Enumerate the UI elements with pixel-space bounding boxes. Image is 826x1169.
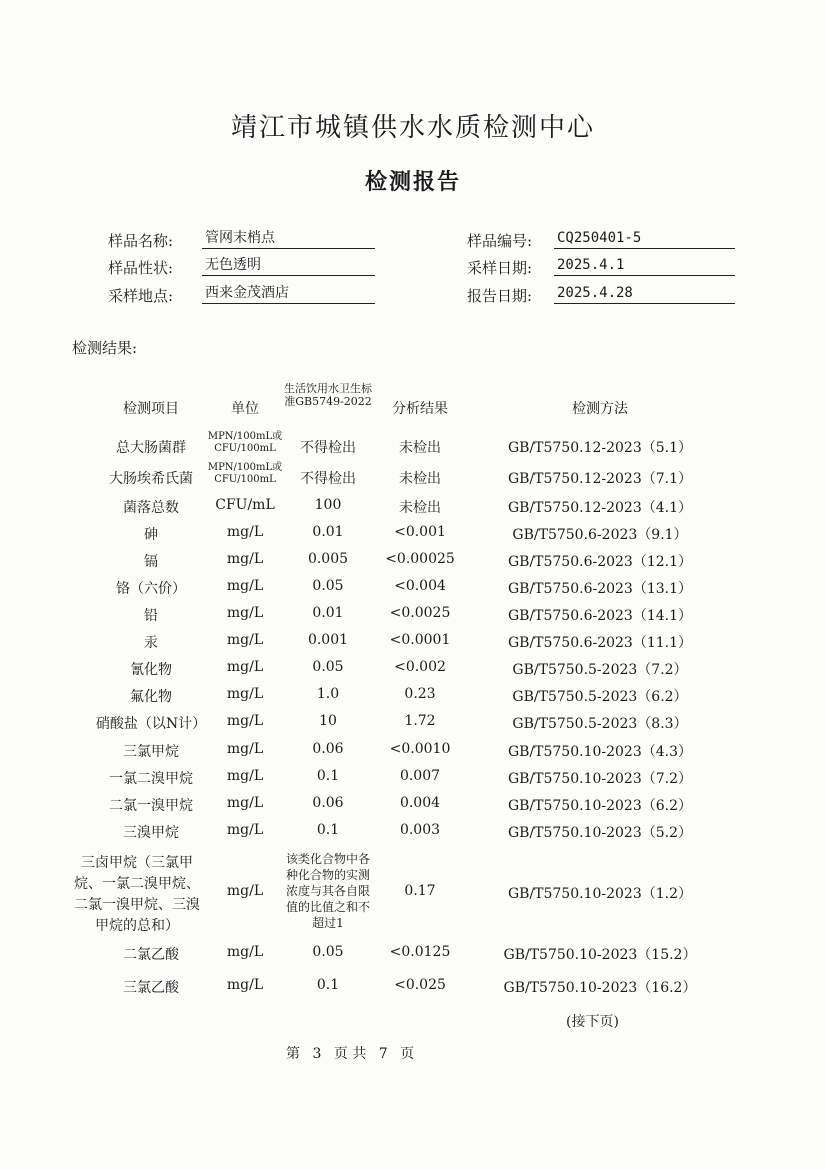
cell-method: GB/T5750.10-2023（4.3） xyxy=(507,744,693,760)
cell-unit: MPN/100mL或CFU/100mL xyxy=(207,462,283,485)
cell-unit: mg/L xyxy=(226,944,264,960)
sample-name-label: 样品名称: xyxy=(108,232,174,250)
cell-method: GB/T5750.6-2023（12.1） xyxy=(507,554,693,570)
cell-unit: mg/L xyxy=(226,883,264,899)
cell-item: 总大肠菌群 xyxy=(116,440,186,456)
cell-standard: 1.0 xyxy=(316,686,340,702)
cell-standard: 不得检出 xyxy=(300,471,356,487)
cell-standard: 0.1 xyxy=(316,822,340,838)
cell-method: GB/T5750.12-2023（5.1） xyxy=(507,440,693,456)
cell-unit: MPN/100mL或CFU/100mL xyxy=(207,431,283,454)
page-indicator xyxy=(286,1043,414,1063)
cell-result: <0.0010 xyxy=(389,741,451,757)
report-title: 检测报告 xyxy=(364,169,461,195)
cell-standard: 0.1 xyxy=(316,768,340,784)
report-date-value: 2025.4.28 xyxy=(554,283,735,304)
cell-method: GB/T5750.5-2023（7.2） xyxy=(512,662,688,678)
cell-standard: 0.05 xyxy=(312,944,344,960)
cell-standard: 10 xyxy=(319,713,337,729)
cell-item: 硝酸盐（以N计） xyxy=(95,716,207,732)
cell-unit: mg/L xyxy=(226,632,264,648)
cell-result: 未检出 xyxy=(399,440,441,456)
header-method: 检测方法 xyxy=(572,401,628,417)
cell-item: 铬（六价） xyxy=(116,581,186,597)
cell-method: GB/T5750.6-2023（11.1） xyxy=(507,635,693,651)
cell-result: 未检出 xyxy=(399,471,441,487)
sample-no-value: CQ250401-5 xyxy=(554,228,735,249)
cell-unit: mg/L xyxy=(226,578,264,594)
page-middle: 页 共 xyxy=(333,1046,367,1062)
cell-item: 汞 xyxy=(144,635,158,651)
cell-unit: CFU/mL xyxy=(215,497,275,513)
cell-standard: 该类化合物中各种化合物的实测浓度与其各自限值的比值之和不超过1 xyxy=(286,852,371,930)
cell-item: 三卤甲烷（三氯甲烷、一氯二溴甲烷、二氯一溴甲烷、三溴甲烷的总和） xyxy=(74,855,200,934)
cell-item: 三氯乙酸 xyxy=(123,980,179,996)
cell-item: 氟化物 xyxy=(130,689,172,705)
cell-method: GB/T5750.10-2023（15.2） xyxy=(503,947,697,963)
header-unit: 单位 xyxy=(231,401,259,417)
cell-result: <0.0125 xyxy=(389,944,451,960)
cell-result: 1.72 xyxy=(404,713,436,729)
cell-item: 三氯甲烷 xyxy=(123,744,179,760)
header-standard: 生活饮用水卫生标准GB5749-2022 xyxy=(284,382,372,408)
cell-result: 0.007 xyxy=(399,768,441,784)
cell-standard: 不得检出 xyxy=(300,440,356,456)
sample-state-value: 无色透明 xyxy=(202,255,375,276)
cell-item: 二氯乙酸 xyxy=(123,947,179,963)
cell-method: GB/T5750.10-2023（16.2） xyxy=(503,980,697,996)
sampling-date-label: 采样日期: xyxy=(467,259,533,277)
cell-standard: 0.01 xyxy=(312,524,344,540)
cell-item: 一氯二溴甲烷 xyxy=(109,771,193,787)
cell-standard: 0.06 xyxy=(312,741,344,757)
sample-state-label: 样品性状: xyxy=(108,259,174,277)
cell-item: 三溴甲烷 xyxy=(123,825,179,841)
header-result: 分析结果 xyxy=(392,401,448,417)
sampling-place-label: 采样地点: xyxy=(108,287,174,305)
cell-method: GB/T5750.6-2023（9.1） xyxy=(512,527,688,543)
cell-result: <0.0001 xyxy=(389,632,451,648)
header-item: 检测项目 xyxy=(123,401,179,417)
cell-standard: 0.06 xyxy=(312,795,344,811)
cell-item: 镉 xyxy=(144,554,158,570)
cell-method: GB/T5750.12-2023（7.1） xyxy=(507,471,693,487)
cell-unit: mg/L xyxy=(226,686,264,702)
cell-standard: 0.001 xyxy=(307,632,349,648)
cell-method: GB/T5750.5-2023（8.3） xyxy=(512,716,688,732)
cell-result: <0.0025 xyxy=(389,605,451,621)
cell-unit: mg/L xyxy=(226,659,264,675)
cell-unit: mg/L xyxy=(226,741,264,757)
cell-result: 0.003 xyxy=(399,822,441,838)
cell-result: <0.004 xyxy=(394,578,446,594)
org-title: 靖江市城镇供水水质检测中心 xyxy=(230,113,595,143)
cell-item: 大肠埃希氏菌 xyxy=(109,471,193,487)
cell-standard: 0.05 xyxy=(312,578,344,594)
cell-item: 砷 xyxy=(144,527,158,543)
page-total: 7 xyxy=(378,1046,388,1062)
cell-method: GB/T5750.6-2023（13.1） xyxy=(507,581,693,597)
sampling-place-value: 西来金茂酒店 xyxy=(202,283,375,304)
cell-standard: 0.005 xyxy=(307,551,349,567)
report-date-label: 报告日期: xyxy=(467,287,533,305)
results-label: 检测结果: xyxy=(72,339,138,357)
page-suffix: 页 xyxy=(400,1046,415,1062)
cell-unit: mg/L xyxy=(226,605,264,621)
cell-result: 0.004 xyxy=(399,795,441,811)
cell-item: 铅 xyxy=(144,608,158,624)
cell-standard: 0.1 xyxy=(316,977,340,993)
cell-item: 二氯一溴甲烷 xyxy=(109,798,193,814)
cell-item: 菌落总数 xyxy=(123,500,179,516)
sample-name-value: 管网末梢点 xyxy=(202,228,375,249)
cell-result: <0.002 xyxy=(394,659,446,675)
page-prefix: 第 xyxy=(286,1046,300,1062)
cell-standard: 0.01 xyxy=(312,605,344,621)
cell-method: GB/T5750.10-2023（6.2） xyxy=(507,798,693,814)
continued-note: (接下页) xyxy=(566,1014,619,1030)
cell-result: 0.23 xyxy=(404,686,436,702)
cell-unit: mg/L xyxy=(226,822,264,838)
cell-unit: mg/L xyxy=(226,524,264,540)
sample-no-label: 样品编号: xyxy=(467,232,533,250)
cell-method: GB/T5750.5-2023（6.2） xyxy=(512,689,688,705)
cell-method: GB/T5750.6-2023（14.1） xyxy=(507,608,693,624)
cell-result: <0.025 xyxy=(394,977,446,993)
cell-result: 未检出 xyxy=(399,500,441,516)
cell-unit: mg/L xyxy=(226,551,264,567)
cell-item: 氰化物 xyxy=(130,662,172,678)
cell-method: GB/T5750.12-2023（4.1） xyxy=(507,500,693,516)
cell-method: GB/T5750.10-2023（1.2） xyxy=(507,886,693,902)
cell-result: <0.00025 xyxy=(385,551,455,567)
cell-standard: 0.05 xyxy=(312,659,344,675)
cell-unit: mg/L xyxy=(226,768,264,784)
cell-result: 0.17 xyxy=(404,883,436,899)
cell-unit: mg/L xyxy=(226,713,264,729)
cell-unit: mg/L xyxy=(226,977,264,993)
cell-method: GB/T5750.10-2023（7.2） xyxy=(507,771,693,787)
cell-standard: 100 xyxy=(314,497,342,513)
cell-unit: mg/L xyxy=(226,795,264,811)
cell-method: GB/T5750.10-2023（5.2） xyxy=(507,825,693,841)
page-current: 3 xyxy=(312,1046,322,1062)
cell-result: <0.001 xyxy=(394,524,446,540)
sampling-date-value: 2025.4.1 xyxy=(554,255,735,276)
